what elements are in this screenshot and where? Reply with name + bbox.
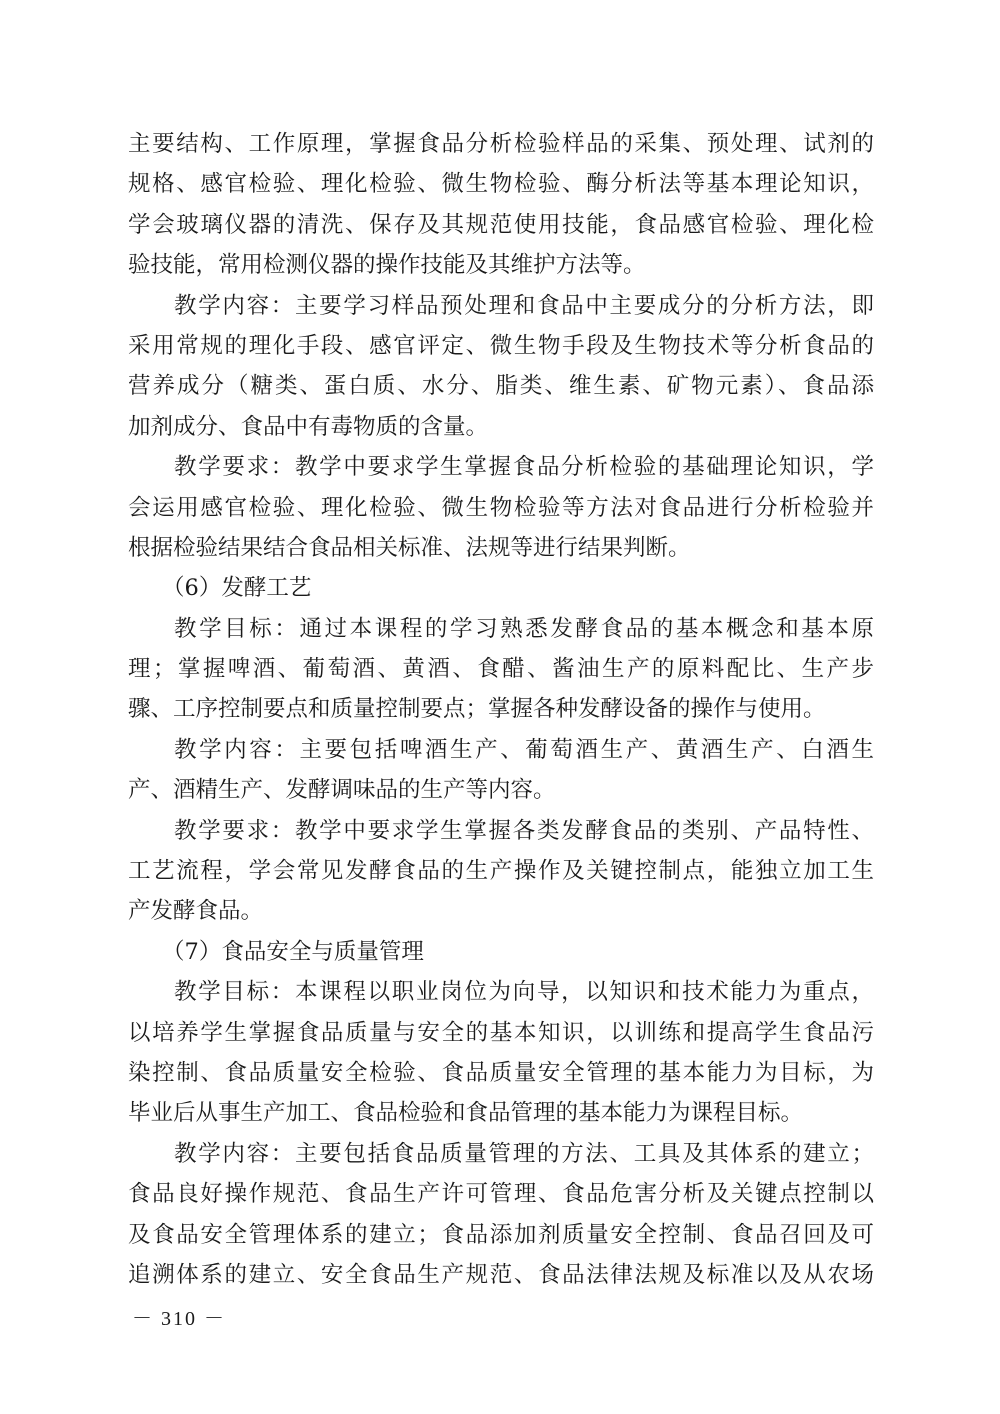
text-line: 教学目标：本课程以职业岗位为向导，以知识和技术能力为重点， bbox=[174, 979, 874, 1006]
page-number: － 310 － bbox=[132, 1308, 226, 1330]
text-line: 会运用感官检验、理化检验、微生物检验等方法对食品进行分析检验并 bbox=[128, 494, 874, 521]
text-line: 教学内容：主要学习样品预处理和食品中主要成分的分析方法，即 bbox=[174, 292, 874, 319]
text-line: 追溯体系的建立、安全食品生产规范、食品法律法规及标准以及从农场 bbox=[128, 1261, 874, 1288]
text-line: 采用常规的理化手段、感官评定、微生物手段及生物技术等分析食品的 bbox=[128, 332, 874, 359]
text-line: 食品良好操作规范、食品生产许可管理、食品危害分析及关键点控制以 bbox=[128, 1181, 874, 1208]
text-line: 规格、感官检验、理化检验、微生物检验、酶分析法等基本理论知识， bbox=[128, 171, 874, 198]
text-line: 及食品安全管理体系的建立；食品添加剂质量安全控制、食品召回及可 bbox=[128, 1221, 874, 1248]
text-line: 营养成分（糖类、蛋白质、水分、脂类、维生素、矿物元素）、食品添 bbox=[128, 373, 874, 400]
section-heading: （7）食品安全与质量管理 bbox=[162, 938, 424, 965]
text-line: 染控制、食品质量安全检验、食品质量安全管理的基本能力为目标，为 bbox=[128, 1059, 874, 1086]
text-line: 学会玻璃仪器的清洗、保存及其规范使用技能，食品感官检验、理化检 bbox=[128, 211, 874, 238]
text-line: 根据检验结果结合食品相关标准、法规等进行结果判断。 bbox=[128, 534, 691, 561]
text-line: 以培养学生掌握食品质量与安全的基本知识，以训练和提高学生食品污 bbox=[128, 1019, 874, 1046]
text-line: 产、酒精生产、发酵调味品的生产等内容。 bbox=[128, 777, 556, 804]
document-body bbox=[128, 124, 874, 1295]
section-heading: （6）发酵工艺 bbox=[162, 575, 312, 602]
text-line: 教学内容：主要包括啤酒生产、葡萄酒生产、黄酒生产、白酒生 bbox=[174, 736, 874, 763]
text-line: 教学要求：教学中要求学生掌握食品分析检验的基础理论知识，学 bbox=[174, 454, 874, 481]
text-line: 教学目标：通过本课程的学习熟悉发酵食品的基本概念和基本原 bbox=[174, 615, 874, 642]
text-line: 产发酵食品。 bbox=[128, 898, 264, 925]
text-line: 教学要求：教学中要求学生掌握各类发酵食品的类别、产品特性、 bbox=[174, 817, 874, 844]
text-line: 加剂成分、食品中有毒物质的含量。 bbox=[128, 413, 489, 440]
text-line: 毕业后从事生产加工、食品检验和食品管理的基本能力为课程目标。 bbox=[128, 1100, 804, 1127]
text-line: 工艺流程，学会常见发酵食品的生产操作及关键控制点，能独立加工生 bbox=[128, 858, 874, 885]
text-line: 主要结构、工作原理，掌握食品分析检验样品的采集、预处理、试剂的 bbox=[128, 131, 874, 157]
text-line: 理；掌握啤酒、葡萄酒、黄酒、食醋、酱油生产的原料配比、生产步 bbox=[128, 656, 874, 683]
text-line: 验技能，常用检测仪器的操作技能及其维护方法等。 bbox=[128, 252, 646, 279]
text-line: 骤、工序控制要点和质量控制要点；掌握各种发酵设备的操作与使用。 bbox=[128, 696, 826, 723]
text-line: 教学内容：主要包括食品质量管理的方法、工具及其体系的建立； bbox=[174, 1140, 874, 1167]
